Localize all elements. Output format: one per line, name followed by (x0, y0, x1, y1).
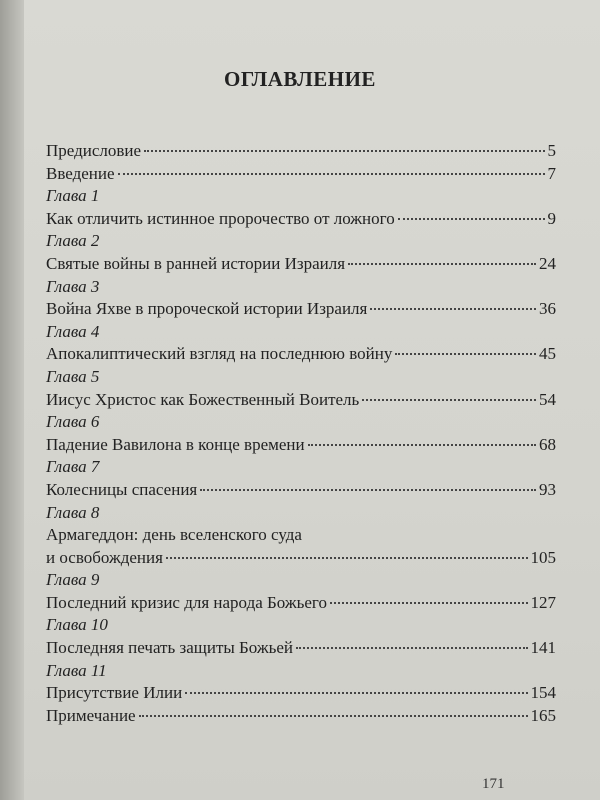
toc-entry (46, 208, 556, 231)
page-number: 171 (482, 776, 505, 792)
toc-entry-title: Последний кризис для народа Божьего (46, 592, 327, 612)
toc-entry (46, 547, 556, 570)
dot-leader (362, 399, 536, 401)
chapter-heading: Глава 10 (46, 615, 108, 635)
toc-entry-page: 45 (539, 344, 556, 364)
toc-entry (46, 343, 556, 366)
toc-entry-page: 68 (539, 434, 556, 454)
toc-entry (46, 253, 556, 276)
chapter-heading: Глава 2 (46, 231, 100, 251)
toc-entry-title: Предисловие (46, 141, 142, 160)
toc-entry-page: 24 (539, 253, 556, 273)
toc-entry-page: 9 (547, 208, 556, 228)
toc-entry (46, 479, 556, 502)
toc-entry-page: 154 (530, 683, 556, 703)
toc-entry-title: Иисус Христос как Божественный Воитель (46, 389, 360, 409)
dot-leader (308, 444, 536, 446)
toc-entry-page: 165 (530, 705, 556, 725)
toc-entry (46, 163, 556, 186)
chapter-heading: Глава 5 (46, 366, 100, 386)
chapter-heading: Глава 8 (46, 502, 100, 522)
toc-entry (46, 389, 556, 412)
toc-entry-title: Святые войны в ранней истории Израиля (46, 253, 346, 273)
page-binding-edge (0, 0, 24, 800)
toc-entry-page: 36 (539, 299, 556, 319)
toc-entry-page: 105 (530, 547, 556, 567)
toc-entry-title: Последняя печать защиты Божьей (46, 638, 294, 658)
chapter-heading: Глава 3 (46, 276, 100, 296)
toc-entry-title: Примечание (46, 705, 136, 725)
dot-leader (395, 353, 536, 355)
toc-entry (46, 298, 556, 321)
toc-entry-page: 5 (547, 141, 556, 160)
chapter-heading: Глава 1 (46, 186, 100, 206)
toc-entry-page: 54 (539, 389, 556, 409)
dot-leader (370, 308, 536, 310)
dot-leader (330, 602, 528, 604)
toc-entry-title: Апокалиптический взгляд на последнюю войну (46, 344, 393, 364)
page-title: ОГЛАВЛЕНИЕ (224, 67, 376, 91)
toc-entry-page: 141 (530, 638, 556, 658)
toc-entry (46, 682, 556, 705)
dot-leader (348, 263, 536, 265)
dot-leader (185, 692, 527, 694)
toc-entry-title: Присутствие Илии (46, 683, 183, 703)
chapter-heading: Глава 4 (46, 321, 100, 341)
toc-entry-title: Война Яхве в пророческой истории Израиля (46, 299, 368, 319)
chapter-heading: Глава 7 (46, 457, 100, 477)
dot-leader (398, 218, 545, 220)
toc-entry-title: Как отличить истинное пророчество от ложного (46, 208, 395, 228)
toc-entry (46, 140, 556, 163)
table-of-contents (46, 140, 556, 727)
toc-entry-page: 127 (530, 592, 556, 612)
dot-leader (166, 557, 528, 559)
chapter-heading: Глава 11 (46, 660, 107, 680)
toc-entry-title: Колесницы спасения (46, 479, 198, 499)
toc-entry (46, 592, 556, 615)
dot-leader (200, 489, 536, 491)
toc-entry-page: 7 (547, 163, 556, 183)
toc-entry-title: Введение (46, 163, 115, 183)
dot-leader (139, 715, 528, 717)
toc-entry-page: 93 (539, 479, 556, 499)
toc-entry (46, 637, 556, 660)
chapter-heading: Глава 6 (46, 412, 100, 432)
toc-entry-title-line: Армагеддон: день вселенского суда (46, 525, 302, 545)
toc-entry-title: и освобождения (46, 547, 163, 567)
dot-leader (296, 647, 527, 649)
toc-entry-title: Падение Вавилона в конце времени (46, 434, 305, 454)
dot-leader (118, 173, 545, 175)
dot-leader (144, 150, 544, 152)
toc-entry (46, 705, 556, 728)
toc-entry (46, 434, 556, 457)
chapter-heading: Глава 9 (46, 570, 100, 590)
